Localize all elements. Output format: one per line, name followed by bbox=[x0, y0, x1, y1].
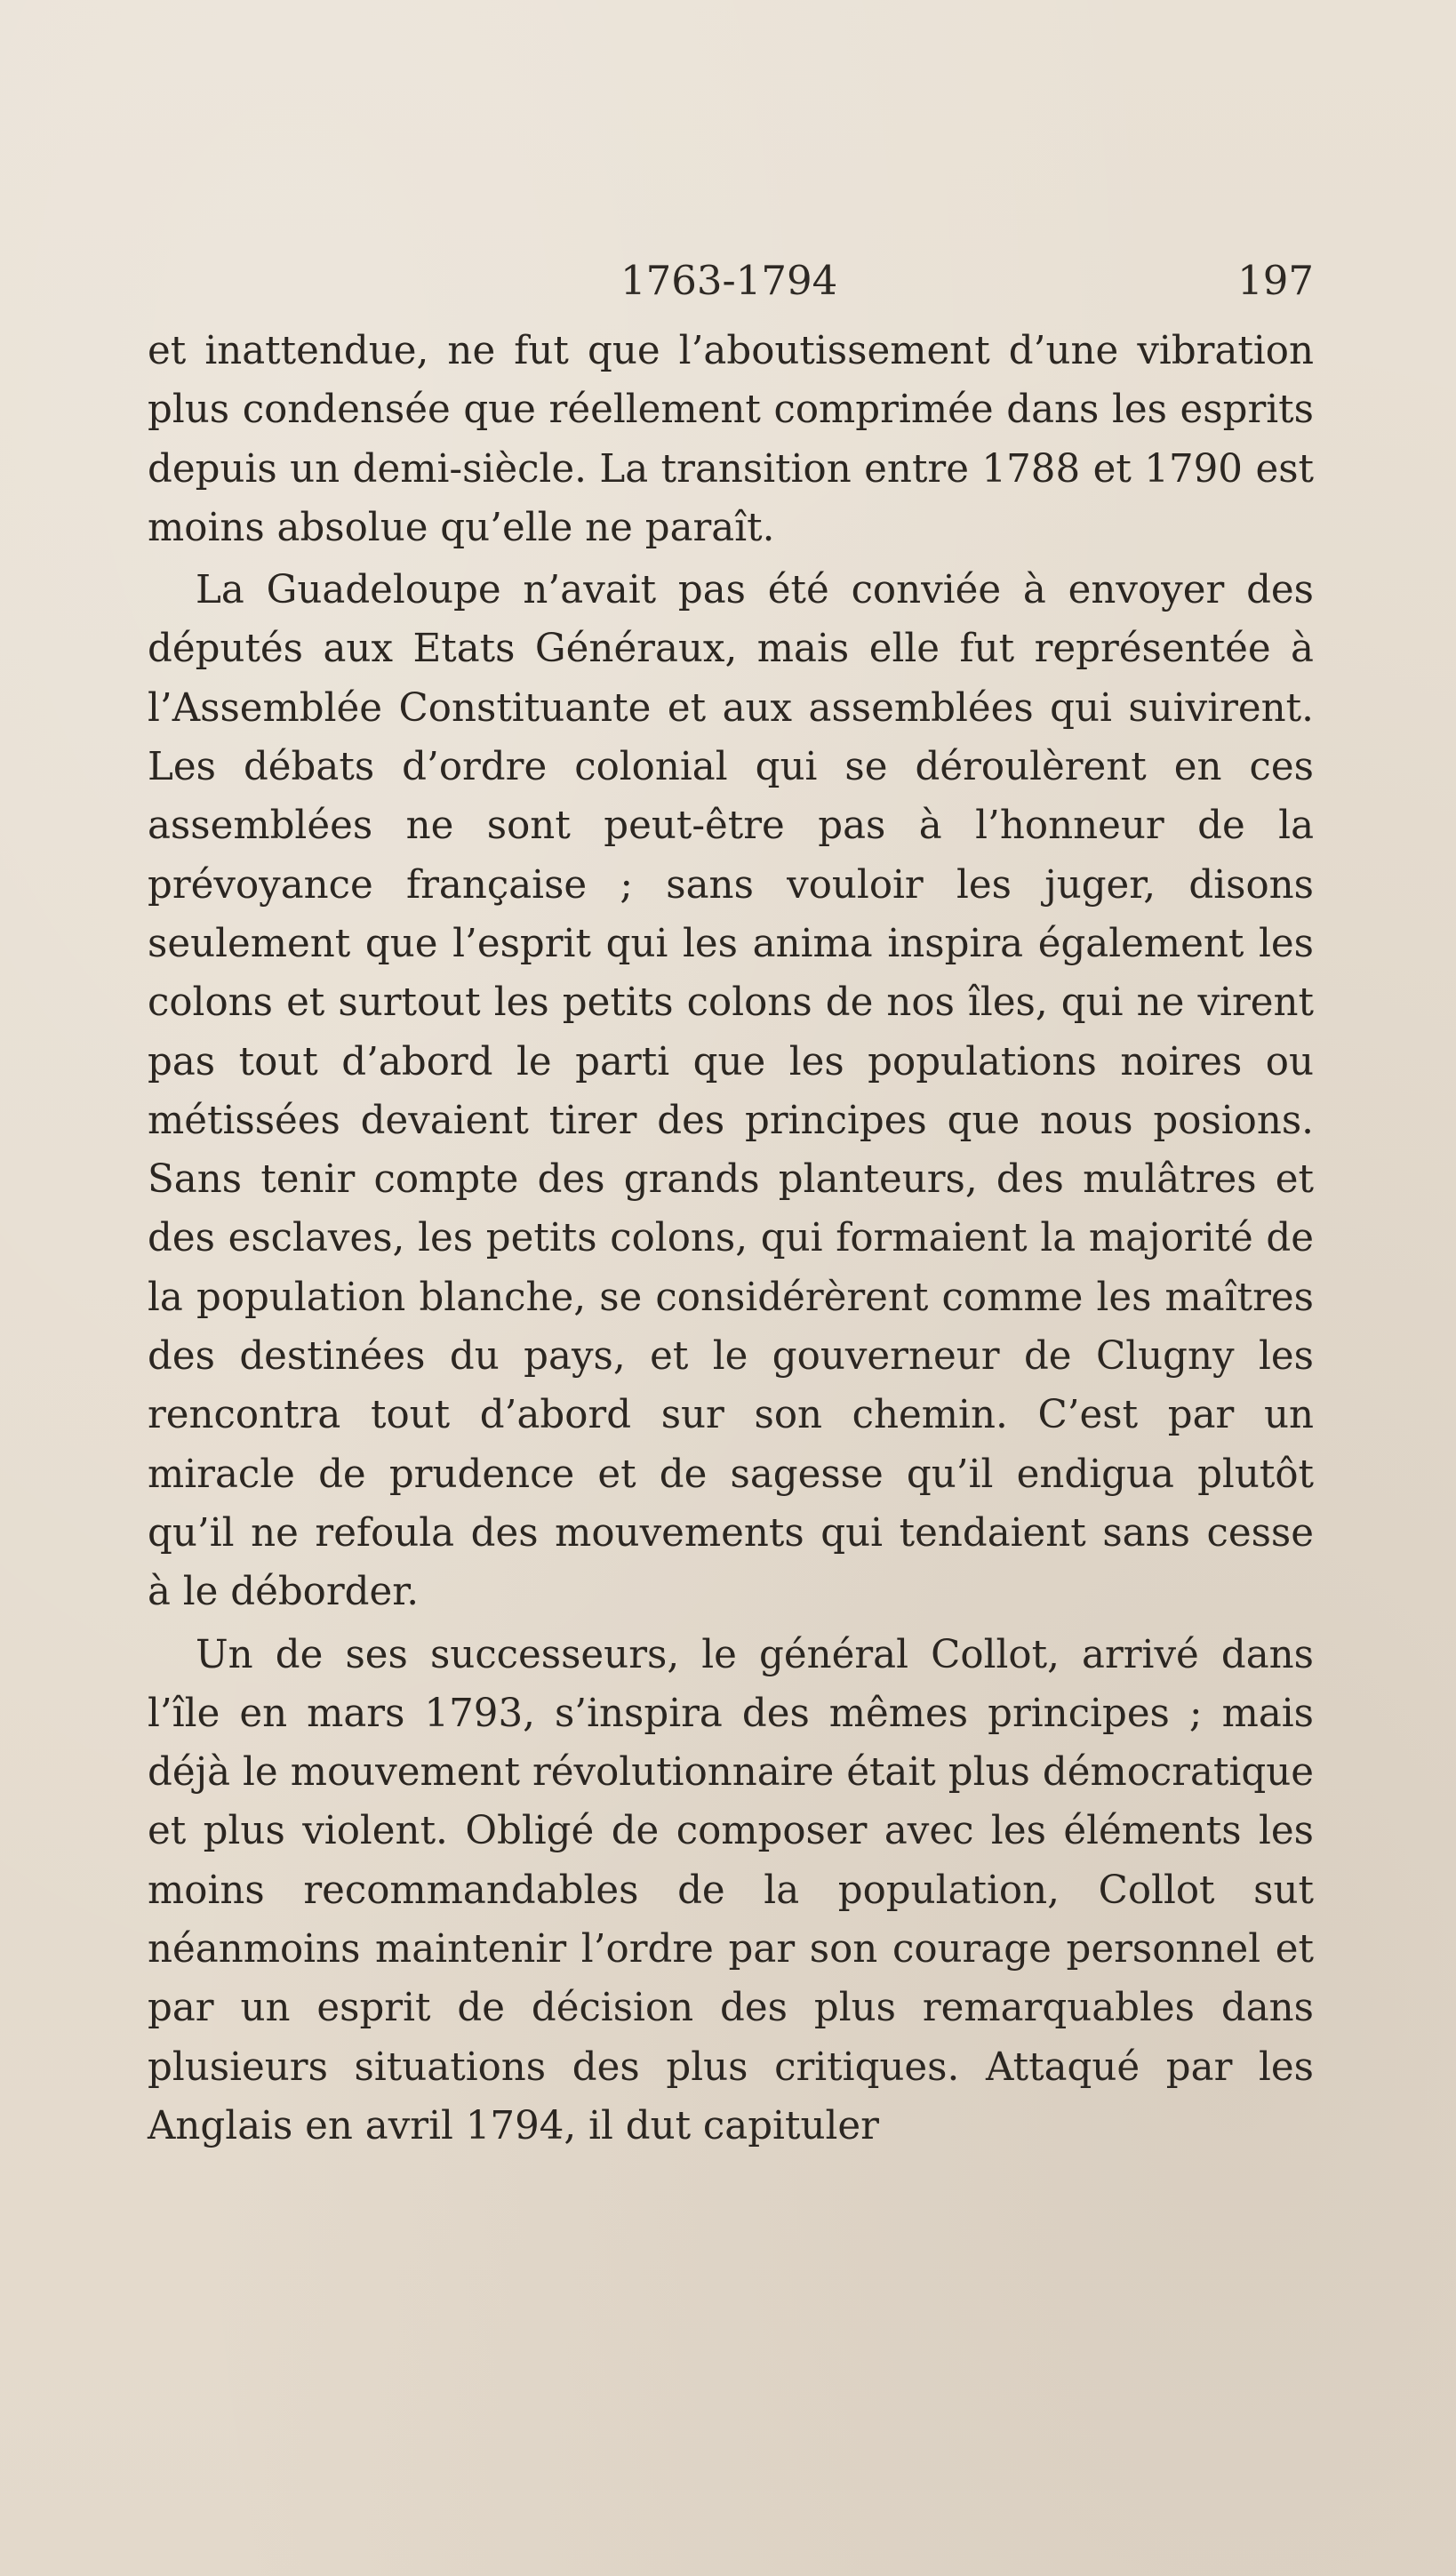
body-text bbox=[148, 322, 1314, 2156]
book-page bbox=[148, 249, 1314, 2156]
page-header bbox=[148, 249, 1314, 313]
running-title: 1763-1794 bbox=[620, 257, 838, 304]
paragraph-guadeloupe: La Guadeloupe n’avait pas été conviée à envoyer des députés aux Etats Généraux, mais elle fut représentée à l’Assemblée Constituante et aux assemblées qui suivirent. Les débats d’ordre colonial qui se déroulèrent en ces assemblées ne sont peut-être pas à l’honneur de la prévoyance française ; sans vouloir les juger, disons seulement que l’esprit qui les anima inspira également les colons et surtout les petits colons de nos îles, qui ne virent pas tout d’abord le parti que les populations noires ou métissées devaient tirer des principes que nous posions. Sans tenir compte des grands planteurs, des mulâtres et des esclaves, les petits colons, qui formaient la majorité de la population blanche, se considérèrent comme les maîtres des destinées du pays, et le gouverneur de Clugny les rencontra tout d’abord sur son chemin. C’est par un miracle de prudence et de sagesse qu’il endigua plutôt qu’il ne refoula des mouvements qui tendaient sans cesse à le déborder. bbox=[148, 568, 1314, 1615]
paragraph-continued: et inattendue, ne fut que l’aboutissement d’une vibration plus condensée que réellement comprimée dans les esprits depuis un demi-siècle. La transition entre 1788 et 1790 est moins absolue qu’elle ne paraît. bbox=[148, 329, 1314, 550]
page-number: 197 bbox=[1237, 257, 1314, 304]
paragraph-collot: Un de ses successeurs, le général Collot, arrivé dans l’île en mars 1793, s’inspira des mêmes principes ; mais déjà le mouvement révolutionnaire était plus démocratique et plus violent. Obligé de composer avec les éléments les moins recommandables de la population, Collot sut néanmoins maintenir l’ordre par son courage personnel et par un esprit de décision des plus remarquables dans plusieurs situations des plus critiques. Attaqué par les Anglais en avril 1794, il dut capituler bbox=[148, 1632, 1314, 2148]
